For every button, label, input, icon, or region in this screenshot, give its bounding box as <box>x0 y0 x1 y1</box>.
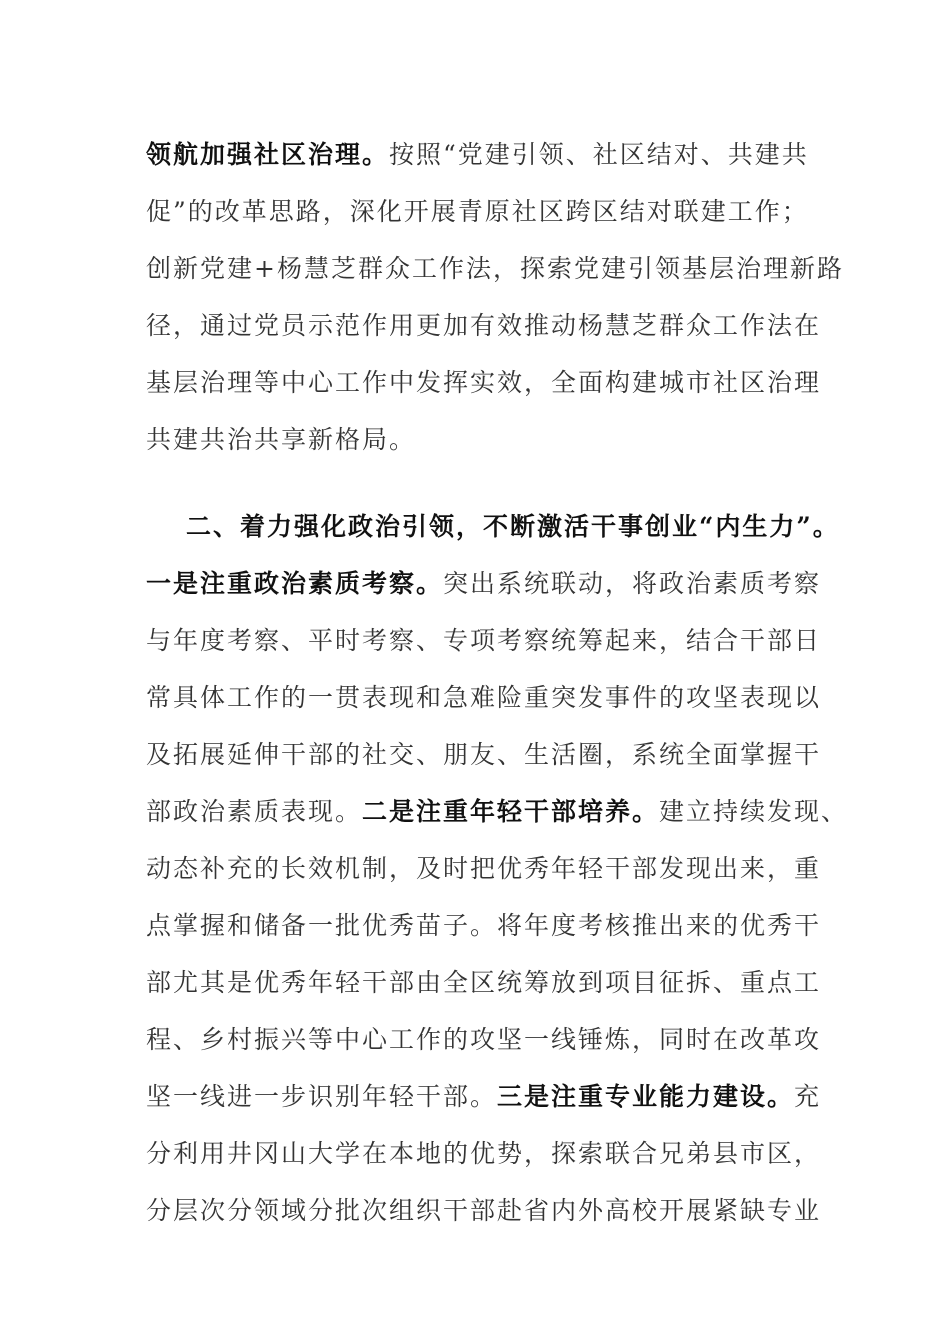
text-line: 促”的改革思路，深化开展青原社区跨区结对联建工作； <box>146 197 809 226</box>
text-span: 坚一线进一步识别年轻干部。 <box>146 1082 498 1111</box>
document-body <box>146 126 849 1239</box>
text-line: 分利用井冈山大学在本地的优势，探索联合兄弟县市区， <box>146 1139 822 1168</box>
text-line: 常具体工作的一贯表现和急难险重突发事件的攻坚表现以 <box>146 683 822 712</box>
bold-phrase: 一是注重政治素质考察。 <box>146 569 444 598</box>
text-line <box>146 126 826 183</box>
paragraph-gap <box>146 468 826 498</box>
text-span: 建立持续发现、 <box>659 797 849 826</box>
text-line: 共建共治共享新格局。 <box>146 425 417 454</box>
text-line: 分层次分领域分批次组织干部赴省内外高校开展紧缺专业 <box>146 1196 822 1225</box>
bold-phrase: 领航加强社区治理。 <box>146 140 390 169</box>
text-line: 径，通过党员示范作用更加有效推动杨慧芝群众工作法在 <box>146 311 822 340</box>
text-line: 程、乡村振兴等中心工作的攻坚一线锤炼，同时在改革攻 <box>146 1025 822 1054</box>
text-line: 与年度考察、平时考察、专项考察统筹起来，结合干部日 <box>146 626 822 655</box>
text-line: 创新党建+杨慧芝群众工作法，探索党建引领基层治理新路 <box>146 254 844 283</box>
text-line: 基层治理等中心工作中发挥实效，全面构建城市社区治理 <box>146 368 822 397</box>
text-span: 充 <box>794 1082 822 1111</box>
text-line <box>146 1068 826 1125</box>
text-span: 突出系统联动，将政治素质考察 <box>443 569 822 598</box>
text-line: 动态补充的长效机制，及时把优秀年轻干部发现出来，重 <box>146 854 822 883</box>
text-span: 部政治素质表现。 <box>146 797 363 826</box>
text-line: 及拓展延伸干部的社交、朋友、生活圈，系统全面掌握干 <box>146 740 822 769</box>
text-line: 点掌握和储备一批优秀苗子。将年度考核推出来的优秀干 <box>146 911 822 940</box>
bold-phrase: 二是注重年轻干部培养。 <box>362 797 660 826</box>
section-heading: 二、着力强化政治引领，不断激活干事创业“内生力”。 <box>186 512 840 541</box>
text-span: 按照“党建引领、社区结对、共建共 <box>389 140 809 169</box>
text-line <box>146 555 826 612</box>
text-line <box>146 783 849 840</box>
text-line: 部尤其是优秀年轻干部由全区统筹放到项目征拆、重点工 <box>146 968 822 997</box>
bold-phrase: 三是注重专业能力建设。 <box>497 1082 795 1111</box>
